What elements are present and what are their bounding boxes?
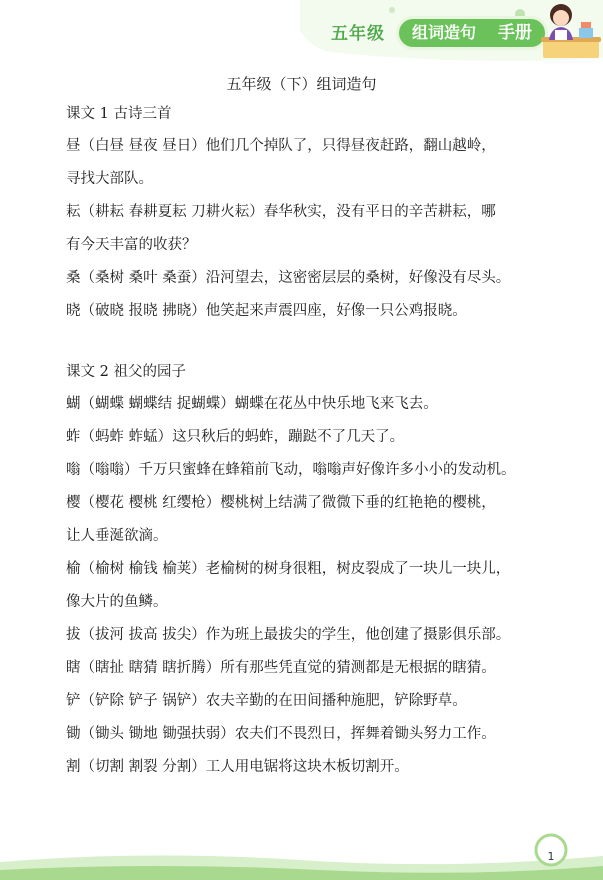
page-title: 五年级（下）组词造句 (226, 75, 377, 93)
sentence-line: 有今天丰富的收获？ (66, 237, 197, 253)
lesson-section-1 (66, 104, 536, 321)
sentence-line: 蚱（蚂蚱 蚱蜢）这只秋后的蚂蚱，蹦跶不了几天了。 (66, 429, 405, 445)
sentence-line: 嗡（嗡嗡）千万只蜜蜂在蜂箱前飞动，嗡嗡声好像许多小小的发动机。 (66, 462, 516, 478)
lesson-section-2 (66, 362, 536, 777)
banner-grade-label: 五年级 (331, 24, 385, 44)
footer-wave (0, 820, 603, 880)
document-body (66, 104, 536, 790)
sentence-line: 晓（破晓 报晓 拂晓）他笑起来声震四座，好像一只公鸡报晓。 (66, 303, 467, 319)
sentence-line: 蝴（蝴蝶 蝴蝶结 捉蝴蝶）蝴蝶在花丛中快乐地飞来飞去。 (66, 396, 438, 412)
page-number: 1 (547, 850, 555, 863)
sentence-line: 樱（樱花 樱桃 红缨枪）樱桃树上结满了微微下垂的红艳艳的樱桃， (66, 495, 496, 511)
sentence-line: 桑（桑树 桑叶 桑蚕）沿河望去，这密密层层的桑树，好像没有尽头。 (66, 270, 511, 286)
sentence-line: 昼（白昼 昼夜 昼日）他们几个掉队了，只得昼夜赶路，翻山越岭， (66, 138, 496, 154)
sentence-line: 让人垂涎欲滴。 (66, 528, 168, 544)
header-banner (0, 0, 603, 62)
lesson-title: 课文 2 祖父的园子 (66, 364, 186, 380)
sentence-line: 瞎（瞎扯 瞎猜 瞎折腾）所有那些凭直觉的猜测都是无根据的瞎猜。 (66, 660, 496, 676)
sentence-line: 耘（耕耘 春耕夏耘 刀耕火耘）春华秋实，没有平日的辛苦耕耘，哪 (66, 204, 496, 220)
teacher-illustration-icon (535, 0, 603, 60)
banner-handbook-label: 手册 (498, 23, 532, 43)
sentence-line: 割（切割 割裂 分割）工人用电锯将这块木板切割开。 (66, 759, 409, 775)
section-gap (66, 334, 536, 362)
sentence-line: 铲（铲除 铲子 锅铲）农夫辛勤的在田间播种施肥，铲除野草。 (66, 693, 467, 709)
banner-title-label: 组词造句 (411, 23, 476, 42)
sentence-line: 锄（锄头 锄地 锄强扶弱）农夫们不畏烈日，挥舞着锄头努力工作。 (66, 726, 496, 742)
sentence-line: 榆（榆树 榆钱 榆荚）老榆树的树身很粗，树皮裂成了一块儿一块儿， (66, 561, 511, 577)
sentence-line: 像大片的鱼鳞。 (66, 594, 168, 610)
sentence-line: 寻找大部队。 (66, 171, 153, 187)
lesson-title: 课文 1 古诗三首 (66, 106, 172, 122)
sentence-line: 拔（拔河 拔高 拔尖）作为班上最拔尖的学生，他创建了摄影俱乐部。 (66, 627, 511, 643)
